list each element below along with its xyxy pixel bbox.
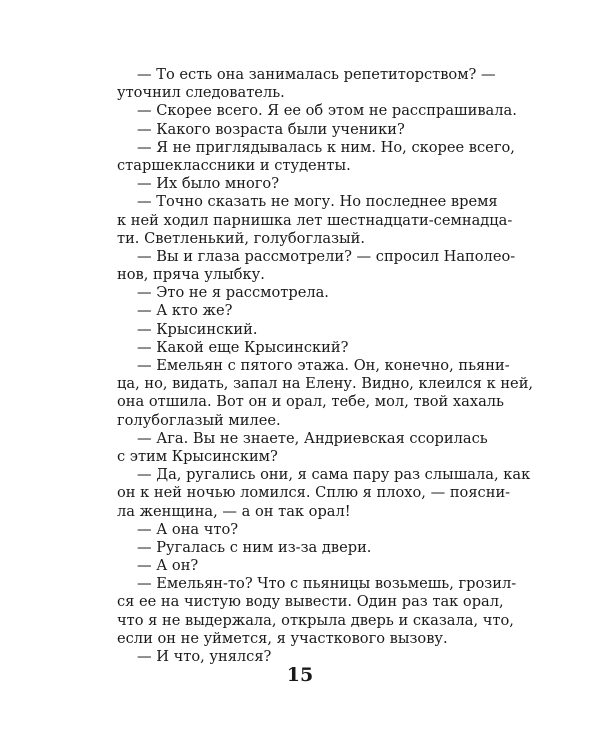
text-line: он к ней ночью ломился. Сплю я плохо, — поясни- [117, 484, 511, 502]
text-line: она отшила. Вот он и орал, тебе, мол, твой хахаль [117, 393, 504, 411]
text-line: — Какого возраста были ученики? [137, 120, 405, 138]
text-line: ла женщина, — а он так орал! [117, 502, 351, 520]
page-text [117, 66, 534, 666]
text-line: — И что, унялся? [137, 648, 272, 665]
text-line: с этим Крысинским? [117, 447, 278, 465]
text-line: голубоглазый милее. [117, 411, 281, 429]
text-line: — То есть она занималась репетиторством? — [137, 66, 496, 83]
text-line: — Ругалась с ним из-за двери. [137, 538, 372, 556]
text-line: нов, пряча улыбку. [117, 266, 265, 284]
text-line: — Их было много? [137, 175, 280, 193]
text-line: — Скорее всего. Я ее об этом не расспрашивала. [137, 102, 517, 120]
text-line: что я не выдержала, открыла дверь и сказала, что, [117, 611, 514, 629]
text-line: — Емельян-то? Что с пьяницы возьмешь, грозил- [137, 575, 517, 593]
text-line: если он не уймется, я участкового вызову. [117, 629, 448, 647]
text-line: — Ага. Вы не знаете, Андриевская ссорилась [137, 429, 488, 447]
text-line: — Да, ругались они, я сама пару раз слышала, как [137, 466, 531, 484]
text-line: ти. Светленький, голубоглазый. [117, 229, 366, 247]
text-line: — А он? [137, 557, 199, 575]
text-line: — Точно сказать не могу. Но последнее время [137, 193, 498, 211]
text-line: уточнил следователь. [117, 84, 285, 102]
text-line: — А она что? [137, 520, 239, 538]
text-line: — Емельян с пятого этажа. Он, конечно, пьяни- [137, 357, 510, 374]
page-number: 15 [286, 664, 314, 686]
text-line: к ней ходил парнишка лет шестнадцати-семнадца- [117, 211, 513, 229]
text-line: ца, но, видать, запал на Елену. Видно, клеился к ней, [117, 375, 534, 393]
text-line: — Какой еще Крысинский? [137, 338, 349, 356]
text-line: — Я не приглядывалась к ним. Но, скорее всего, [137, 138, 515, 156]
text-line: — Это не я рассмотрела. [137, 284, 329, 302]
text-line: — Вы и глаза рассмотрели? — спросил Наполео- [137, 247, 516, 265]
text-line: — Крысинский. [137, 320, 258, 338]
text-line: ся ее на чистую воду вывести. Один раз так орал, [117, 593, 504, 611]
text-line: старшеклассники и студенты. [117, 156, 351, 174]
text-line: — А кто же? [137, 302, 233, 320]
